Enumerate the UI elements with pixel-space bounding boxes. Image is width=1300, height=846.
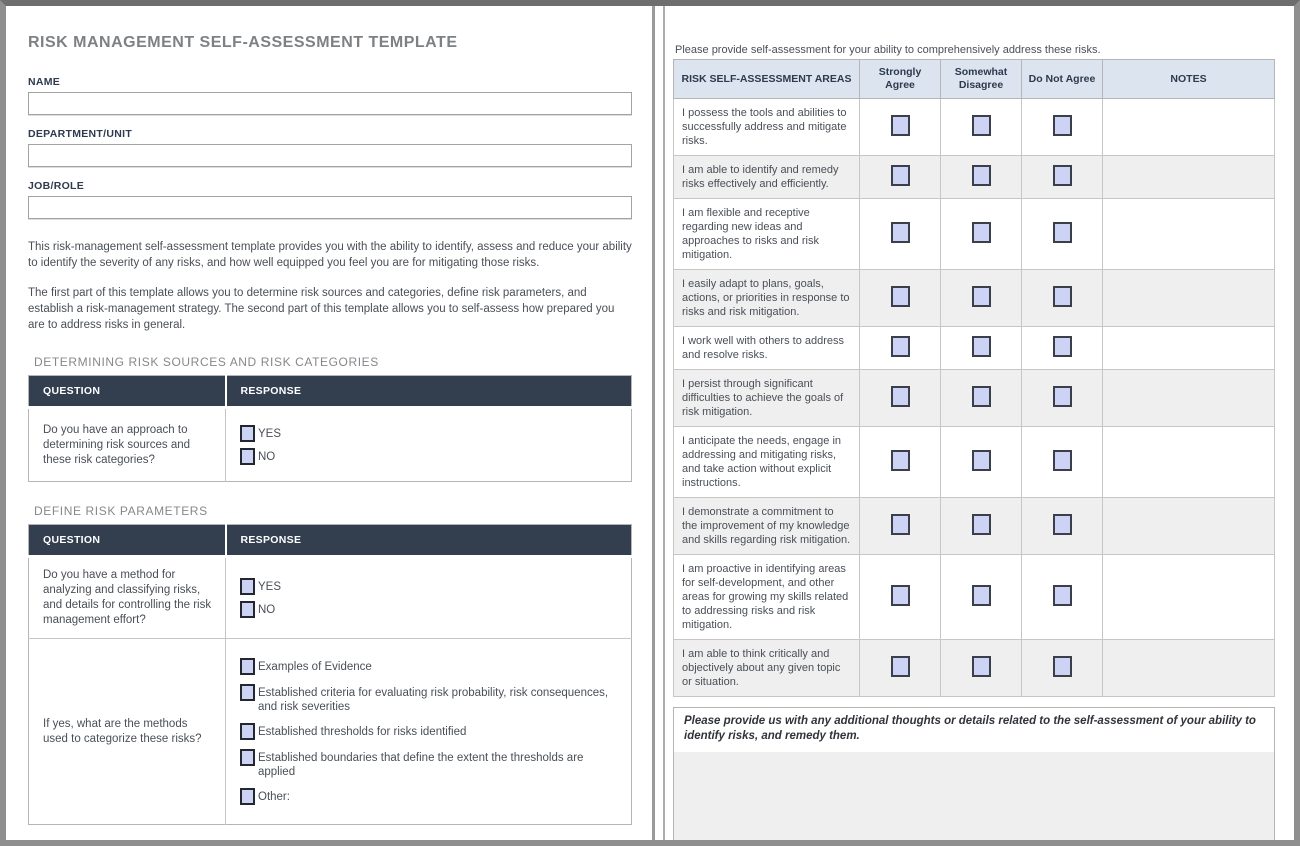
do-not-agree-cell bbox=[1022, 555, 1103, 640]
table-row bbox=[29, 408, 632, 482]
notes-cell[interactable] bbox=[1103, 555, 1275, 640]
checkbox[interactable] bbox=[972, 336, 991, 357]
assessment-row bbox=[674, 156, 1275, 199]
strongly-agree-cell bbox=[860, 640, 941, 697]
notes-cell[interactable] bbox=[1103, 327, 1275, 370]
column-header-question: QUESTION bbox=[29, 376, 226, 408]
intro-paragraph-1: This risk-management self-assessment template provides you with the ability to identify, assess and reduce your ability to identify the severity of any risks, and how well equipped you feel you are for mitigating those risks. bbox=[28, 241, 632, 269]
field-label: NAME bbox=[28, 76, 61, 88]
checkbox[interactable] bbox=[891, 386, 910, 407]
self-assessment-table bbox=[673, 59, 1275, 697]
notes-cell[interactable] bbox=[1103, 156, 1275, 199]
strongly-agree-cell bbox=[860, 498, 941, 555]
page-divider bbox=[652, 6, 665, 840]
checkbox[interactable] bbox=[972, 656, 991, 677]
statement-cell: I am flexible and receptive regarding new ideas and approaches to risks and risk mitigation. bbox=[674, 199, 860, 270]
somewhat-disagree-cell bbox=[941, 199, 1022, 270]
response-option bbox=[240, 578, 621, 595]
checkbox[interactable] bbox=[972, 165, 991, 186]
somewhat-disagree-cell bbox=[941, 498, 1022, 555]
checkbox[interactable] bbox=[972, 222, 991, 243]
assessment-row bbox=[674, 370, 1275, 427]
table-row bbox=[29, 557, 632, 639]
form-field bbox=[28, 180, 638, 219]
response-option bbox=[240, 723, 621, 740]
response-option bbox=[240, 448, 621, 465]
somewhat-disagree-cell bbox=[941, 99, 1022, 156]
identity-fields bbox=[28, 76, 638, 219]
checkbox[interactable] bbox=[240, 684, 255, 701]
checkbox-label: YES bbox=[258, 428, 282, 440]
form-field bbox=[28, 128, 638, 167]
text-input[interactable] bbox=[28, 144, 632, 167]
checkbox[interactable] bbox=[240, 601, 255, 618]
do-not-agree-cell bbox=[1022, 199, 1103, 270]
column-header-notes: NOTES bbox=[1103, 60, 1275, 99]
checkbox[interactable] bbox=[891, 514, 910, 535]
strongly-agree-cell bbox=[860, 555, 941, 640]
do-not-agree-cell bbox=[1022, 640, 1103, 697]
column-header-strongly-agree: Strongly Agree bbox=[860, 60, 941, 99]
assessment-intro: Please provide self-assessment for your ability to comprehensively address these risks. bbox=[675, 44, 1101, 56]
risk-sources-table bbox=[28, 375, 632, 482]
checkbox[interactable] bbox=[1053, 656, 1072, 677]
checkbox-label: NO bbox=[258, 604, 276, 616]
left-column bbox=[6, 6, 652, 840]
notes-cell[interactable] bbox=[1103, 370, 1275, 427]
checkbox[interactable] bbox=[972, 286, 991, 307]
column-header-response: RESPONSE bbox=[226, 376, 632, 408]
checkbox[interactable] bbox=[240, 448, 255, 465]
checkbox[interactable] bbox=[891, 286, 910, 307]
strongly-agree-cell bbox=[860, 270, 941, 327]
checkbox-label: Established criteria for evaluating risk probability, risk consequences, and risk severities bbox=[258, 687, 609, 713]
statement-cell: I possess the tools and abilities to successfully address and mitigate risks. bbox=[674, 99, 860, 156]
somewhat-disagree-cell bbox=[941, 156, 1022, 199]
statement-cell: I persist through significant difficulties to achieve the goals of risk mitigation. bbox=[674, 370, 860, 427]
field-label: DEPARTMENT/UNIT bbox=[28, 128, 133, 140]
statement-cell: I am able to identify and remedy risks effectively and efficiently. bbox=[674, 156, 860, 199]
right-column bbox=[665, 6, 1294, 840]
response-option bbox=[240, 788, 621, 805]
checkbox[interactable] bbox=[1053, 585, 1072, 606]
somewhat-disagree-cell bbox=[941, 270, 1022, 327]
checkbox-label: Established boundaries that define the extent the thresholds are applied bbox=[258, 752, 584, 778]
do-not-agree-cell bbox=[1022, 270, 1103, 327]
somewhat-disagree-cell bbox=[941, 640, 1022, 697]
column-header-do-not-agree: Do Not Agree bbox=[1022, 60, 1103, 99]
column-header-somewhat-disagree: Somewhat Disagree bbox=[941, 60, 1022, 99]
response-cell bbox=[226, 408, 632, 482]
assessment-row bbox=[674, 327, 1275, 370]
checkbox-label: Other: bbox=[258, 791, 290, 803]
strongly-agree-cell bbox=[860, 99, 941, 156]
statement-cell: I work well with others to address and resolve risks. bbox=[674, 327, 860, 370]
text-input[interactable] bbox=[28, 92, 632, 115]
assessment-row bbox=[674, 99, 1275, 156]
checkbox[interactable] bbox=[891, 585, 910, 606]
checkbox[interactable] bbox=[1053, 222, 1072, 243]
statement-cell: I am proactive in identifying areas for self-development, and other areas for growing my skills related to addressing risks and risk mitigation. bbox=[674, 555, 860, 640]
checkbox[interactable] bbox=[1053, 386, 1072, 407]
additional-thoughts-input-area[interactable] bbox=[674, 752, 1274, 840]
strongly-agree-cell bbox=[860, 427, 941, 498]
response-option bbox=[240, 425, 621, 442]
intro-paragraph-2: The first part of this template allows you to determine risk sources and categories, define risk parameters, and establish a risk-management strategy. The second part of this template allows you to self-assess how prepared you are to address risks in general. bbox=[28, 287, 615, 331]
notes-cell[interactable] bbox=[1103, 640, 1275, 697]
assessment-row bbox=[674, 427, 1275, 498]
additional-thoughts-section bbox=[673, 707, 1275, 840]
field-label: JOB/ROLE bbox=[28, 180, 85, 192]
assessment-row bbox=[674, 270, 1275, 327]
somewhat-disagree-cell bbox=[941, 370, 1022, 427]
checkbox[interactable] bbox=[891, 450, 910, 471]
response-option bbox=[240, 749, 621, 779]
checkbox[interactable] bbox=[240, 658, 255, 675]
checkbox[interactable] bbox=[891, 115, 910, 136]
statement-cell: I am able to think critically and objectively about any given topic or situation. bbox=[674, 640, 860, 697]
somewhat-disagree-cell bbox=[941, 327, 1022, 370]
checkbox[interactable] bbox=[1053, 336, 1072, 357]
page-title: RISK MANAGEMENT SELF-ASSESSMENT TEMPLATE bbox=[28, 34, 458, 51]
assessment-row bbox=[674, 640, 1275, 697]
checkbox-label: Established thresholds for risks identified bbox=[258, 726, 467, 738]
section-heading-risk-sources: DETERMINING RISK SOURCES AND RISK CATEGORIES bbox=[34, 355, 379, 369]
notes-cell[interactable] bbox=[1103, 99, 1275, 156]
notes-cell[interactable] bbox=[1103, 199, 1275, 270]
somewhat-disagree-cell bbox=[941, 427, 1022, 498]
statement-cell: I anticipate the needs, engage in addressing and mitigating risks, and take action without explicit instructions. bbox=[674, 427, 860, 498]
checkbox[interactable] bbox=[240, 749, 255, 766]
do-not-agree-cell bbox=[1022, 99, 1103, 156]
checkbox-label: Examples of Evidence bbox=[258, 661, 372, 673]
text-input[interactable] bbox=[28, 196, 632, 219]
checkbox[interactable] bbox=[1053, 514, 1072, 535]
do-not-agree-cell bbox=[1022, 427, 1103, 498]
checkbox-label: YES bbox=[258, 581, 282, 593]
checkbox[interactable] bbox=[240, 723, 255, 740]
response-option bbox=[240, 684, 621, 714]
checkbox[interactable] bbox=[240, 788, 255, 805]
document-page bbox=[6, 6, 1294, 840]
question-cell: Do you have a method for analyzing and classifying risks, and details for controlling the risk management effort? bbox=[29, 557, 226, 639]
notes-cell[interactable] bbox=[1103, 270, 1275, 327]
strongly-agree-cell bbox=[860, 156, 941, 199]
response-option bbox=[240, 658, 621, 675]
table-row bbox=[29, 639, 632, 825]
checkbox[interactable] bbox=[891, 165, 910, 186]
section-heading-risk-parameters: DEFINE RISK PARAMETERS bbox=[34, 504, 208, 518]
checkbox[interactable] bbox=[972, 514, 991, 535]
checkbox[interactable] bbox=[1053, 450, 1072, 471]
do-not-agree-cell bbox=[1022, 498, 1103, 555]
question-cell: If yes, what are the methods used to categorize these risks? bbox=[29, 639, 226, 825]
checkbox[interactable] bbox=[240, 425, 255, 442]
statement-cell: I easily adapt to plans, goals, actions, or priorities in response to risks and risk mitigation. bbox=[674, 270, 860, 327]
assessment-row bbox=[674, 199, 1275, 270]
strongly-agree-cell bbox=[860, 327, 941, 370]
checkbox[interactable] bbox=[240, 578, 255, 595]
checkbox[interactable] bbox=[972, 450, 991, 471]
statement-cell: I demonstrate a commitment to the improvement of my knowledge and skills regarding risk mitigation. bbox=[674, 498, 860, 555]
strongly-agree-cell bbox=[860, 370, 941, 427]
checkbox[interactable] bbox=[1053, 165, 1072, 186]
question-cell: Do you have an approach to determining risk sources and these risk categories? bbox=[29, 408, 226, 482]
additional-thoughts-prompt: Please provide us with any additional thoughts or details related to the self-assessment of your ability to identify risks, and remedy them. bbox=[674, 708, 1274, 752]
form-field bbox=[28, 76, 638, 115]
checkbox[interactable] bbox=[891, 336, 910, 357]
strongly-agree-cell bbox=[860, 199, 941, 270]
column-header-question: QUESTION bbox=[29, 525, 226, 557]
do-not-agree-cell bbox=[1022, 327, 1103, 370]
column-header-response: RESPONSE bbox=[226, 525, 632, 557]
checkbox-label: NO bbox=[258, 451, 276, 463]
somewhat-disagree-cell bbox=[941, 555, 1022, 640]
checkbox[interactable] bbox=[1053, 286, 1072, 307]
checkbox[interactable] bbox=[891, 656, 910, 677]
column-header-areas: RISK SELF-ASSESSMENT AREAS bbox=[674, 60, 860, 99]
checkbox[interactable] bbox=[972, 115, 991, 136]
do-not-agree-cell bbox=[1022, 156, 1103, 199]
checkbox[interactable] bbox=[1053, 115, 1072, 136]
response-option bbox=[240, 601, 621, 618]
response-cell bbox=[226, 557, 632, 639]
checkbox[interactable] bbox=[972, 585, 991, 606]
checkbox[interactable] bbox=[972, 386, 991, 407]
risk-parameters-table bbox=[28, 524, 632, 825]
notes-cell[interactable] bbox=[1103, 427, 1275, 498]
notes-cell[interactable] bbox=[1103, 498, 1275, 555]
do-not-agree-cell bbox=[1022, 370, 1103, 427]
assessment-row bbox=[674, 498, 1275, 555]
response-cell bbox=[226, 639, 632, 825]
assessment-row bbox=[674, 555, 1275, 640]
checkbox[interactable] bbox=[891, 222, 910, 243]
